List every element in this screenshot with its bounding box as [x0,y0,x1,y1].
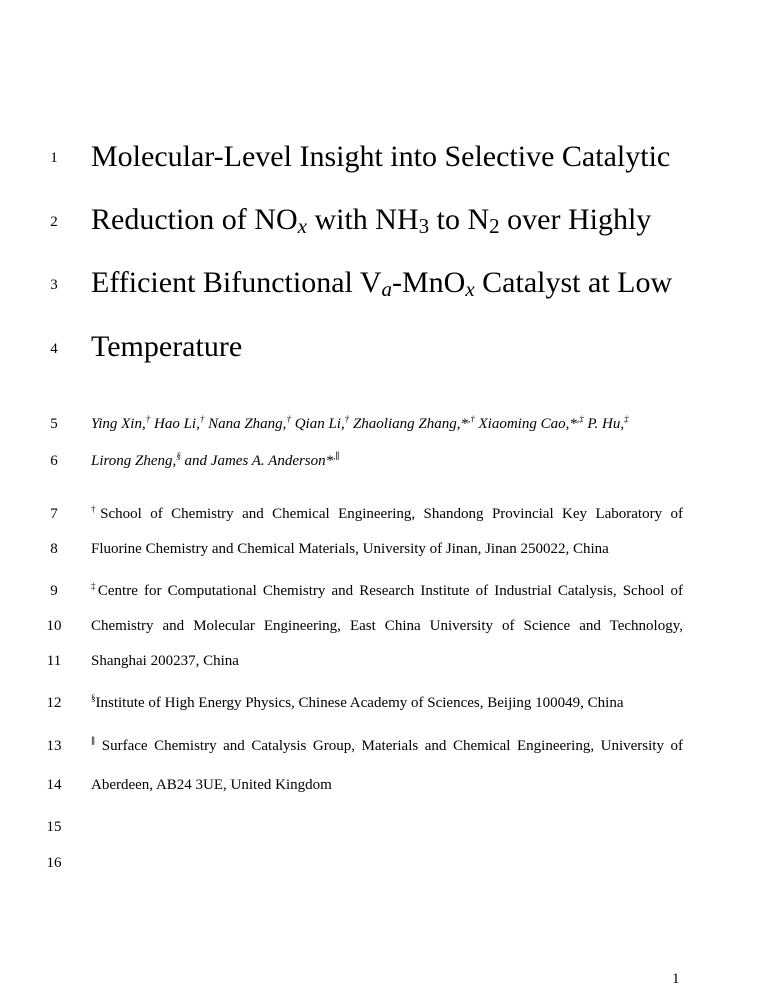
affiliation-1-line-1: †School of Chemistry and Chemical Engineering, Shandong Provincial Key Laboratory of [91,504,683,522]
affiliation-2-line-3: Shanghai 200237, China [91,653,239,669]
line-number: 1 [50,150,58,166]
line-number: 9 [50,583,58,599]
affiliation-3-line-1: §Institute of High Energy Physics, Chinese Academy of Sciences, Beijing 100049, China [91,693,624,711]
author-name: Hao Li, [153,416,200,432]
page-number: 1 [672,971,680,987]
title-line-3: Efficient Bifunctional $V_a-MnO_x$ Catalyst at Low [91,266,673,301]
line-number: 14 [46,777,62,793]
affiliation-2-line-1: ‡Centre for Computational Chemistry and Research Institute of Industrial Catalysis, School of [91,581,684,599]
title-line-4: Temperature [91,330,243,363]
line-number: 15 [46,819,62,835]
line-number: 12 [46,695,62,711]
line-number: 6 [50,453,58,469]
affiliation-4-line-1: ∥ Surface Chemistry and Catalysis Group, Materials and Chemical Engineering, University of [91,736,684,754]
line-number: 10 [46,618,62,634]
author-list-line-1: Ying Xin,† Hao Li,† Nana Zhang,† Qian Li,† Zhaoliang Zhang,*,† Xiaoming Cao,*,‡ P. Hu,‡ [91,414,629,432]
line-number: 5 [50,416,58,432]
affiliation-1-line-2: Fluorine Chemistry and Chemical Materials, University of Jinan, Jinan 250022, China [91,541,609,557]
line-number: 11 [46,653,62,669]
author-name: P. Hu, [587,416,625,432]
author-name: and James A. Anderson* [184,453,334,469]
author-name: Zhaoliang Zhang,* [352,416,468,432]
author-list-line-2: Lirong Zheng,§ and James A. Anderson*,∥ [91,451,340,469]
affiliation-4-line-2: Aberdeen, AB24 3UE, United Kingdom [91,777,332,793]
title-line-2: Reduction of $NO_x$ with $NH_3$ to $N_2$ over Highly [91,203,652,238]
author-name: Qian Li, [294,416,345,432]
line-number: 8 [50,541,58,557]
line-number: 2 [50,214,58,230]
title-line-1: Molecular-Level Insight into Selective Catalytic [91,140,671,173]
line-number: 4 [50,341,58,357]
line-number: 7 [50,506,58,522]
author-name: Ying Xin, [91,416,146,432]
affiliation-2-line-2: Chemistry and Molecular Engineering, East China University of Science and Technology, [91,618,683,634]
line-number: 13 [46,738,62,754]
author-name: Xiaoming Cao,* [478,416,577,432]
author-name: Lirong Zheng, [91,453,177,469]
line-number: 16 [46,855,62,871]
author-name: Nana Zhang, [208,416,287,432]
line-number: 3 [50,277,58,293]
